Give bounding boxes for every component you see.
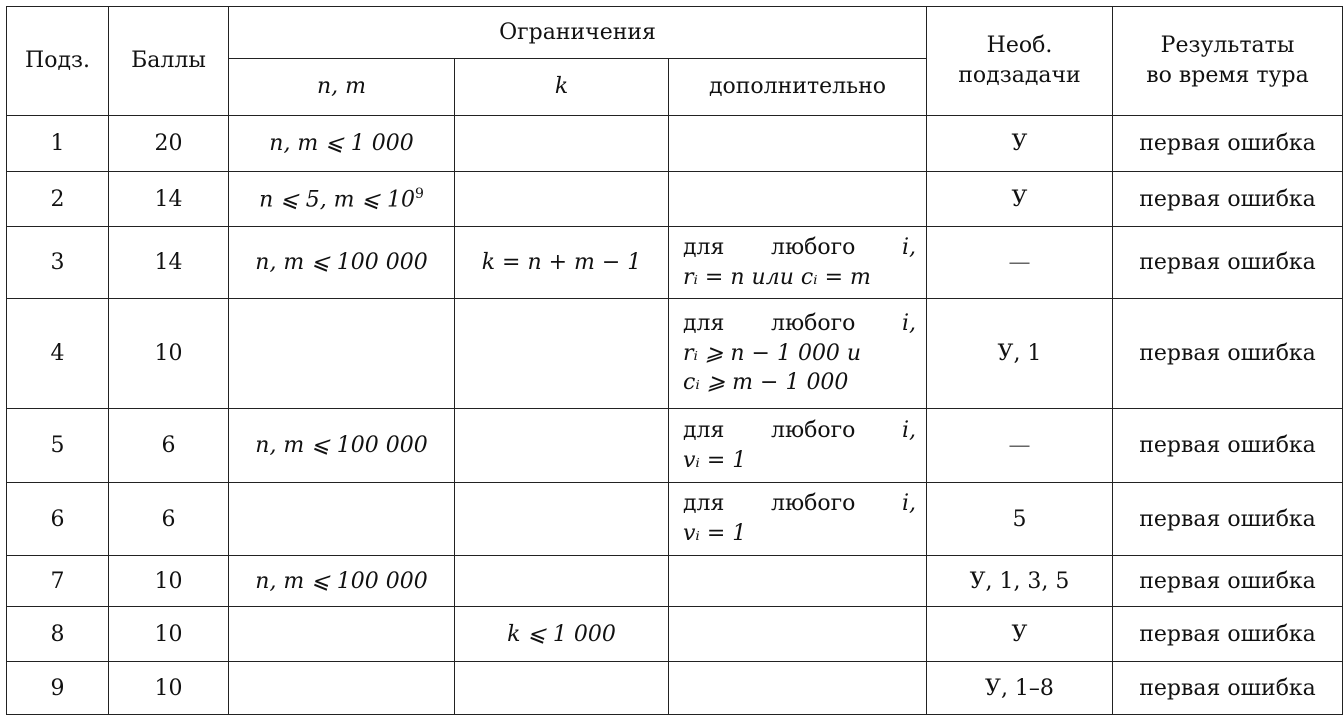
table-row — [7, 607, 1343, 662]
cell-nm — [229, 172, 455, 227]
cell-points: 14 — [109, 227, 229, 299]
table-row — [7, 662, 1343, 715]
cell-required: — — [927, 409, 1113, 483]
cell-required: — — [927, 227, 1113, 299]
cell-results: первая ошибка — [1113, 483, 1343, 556]
extra-line1 — [683, 309, 916, 339]
cell-subtask: 6 — [7, 483, 109, 556]
cell-nm — [229, 299, 455, 409]
extra-word: любого — [770, 417, 856, 443]
extra-word: любого — [770, 310, 856, 336]
cell-results: первая ошибка — [1113, 172, 1343, 227]
cell-subtask: 5 — [7, 409, 109, 483]
cell-nm — [229, 662, 455, 715]
cell-subtask: 9 — [7, 662, 109, 715]
extra-line1 — [683, 233, 916, 263]
header-points: Баллы — [109, 7, 229, 116]
cell-subtask: 7 — [7, 556, 109, 607]
header-subtask: Подз. — [7, 7, 109, 116]
cell-points: 10 — [109, 607, 229, 662]
table-row — [7, 116, 1343, 172]
cell-extra — [669, 662, 927, 715]
extra-word: для — [683, 310, 725, 336]
subtasks-table — [6, 6, 1343, 715]
cell-extra — [669, 299, 927, 409]
cell-nm-exponent: 9 — [414, 185, 424, 202]
cell-subtask: 1 — [7, 116, 109, 172]
cell-extra — [669, 607, 927, 662]
extra-line3: cᵢ ⩾ m − 1 000 — [683, 370, 849, 396]
cell-points: 10 — [109, 556, 229, 607]
cell-k — [455, 299, 669, 409]
cell-results: первая ошибка — [1113, 607, 1343, 662]
cell-extra — [669, 172, 927, 227]
cell-required: У, 1–8 — [927, 662, 1113, 715]
table-row — [7, 409, 1343, 483]
extra-line2: vᵢ = 1 — [683, 447, 747, 473]
table-row — [7, 172, 1343, 227]
cell-required: У, 1, 3, 5 — [927, 556, 1113, 607]
cell-results: первая ошибка — [1113, 556, 1343, 607]
header-required-line1: Необ. — [986, 33, 1053, 59]
cell-points: 20 — [109, 116, 229, 172]
cell-points: 10 — [109, 662, 229, 715]
header-constraints: Ограничения — [229, 7, 927, 59]
cell-k: k = n + m − 1 — [455, 227, 669, 299]
cell-subtask: 8 — [7, 607, 109, 662]
cell-points: 6 — [109, 409, 229, 483]
cell-required: У, 1 — [927, 299, 1113, 409]
cell-results: первая ошибка — [1113, 116, 1343, 172]
extra-word: i, — [901, 491, 916, 517]
extra-line1 — [683, 416, 916, 446]
cell-results: первая ошибка — [1113, 662, 1343, 715]
extra-word: i, — [901, 310, 916, 336]
cell-nm — [229, 483, 455, 556]
cell-required: У — [927, 607, 1113, 662]
cell-k — [455, 409, 669, 483]
header-required — [927, 7, 1113, 116]
cell-required: У — [927, 116, 1113, 172]
extra-word: для — [683, 417, 725, 443]
cell-nm: n, m ⩽ 1 000 — [229, 116, 455, 172]
extra-word: i, — [901, 417, 916, 443]
cell-k — [455, 116, 669, 172]
header-results-line2: во время тура — [1146, 63, 1309, 88]
cell-results: первая ошибка — [1113, 409, 1343, 483]
cell-extra — [669, 556, 927, 607]
cell-nm: n, m ⩽ 100 000 — [229, 409, 455, 483]
header-results — [1113, 7, 1343, 116]
table-row — [7, 556, 1343, 607]
cell-k: k ⩽ 1 000 — [455, 607, 669, 662]
header-constraints-extra: дополнительно — [669, 59, 927, 116]
extra-line1 — [683, 489, 916, 519]
cell-points: 10 — [109, 299, 229, 409]
header-constraints-k: k — [455, 59, 669, 116]
extra-word: любого — [770, 234, 856, 260]
cell-extra — [669, 116, 927, 172]
table-row — [7, 299, 1343, 409]
extra-word: для — [683, 491, 725, 517]
cell-k — [455, 556, 669, 607]
cell-subtask: 2 — [7, 172, 109, 227]
header-required-line2: подзадачи — [958, 63, 1081, 88]
cell-extra — [669, 409, 927, 483]
extra-word: для — [683, 234, 725, 260]
cell-k — [455, 662, 669, 715]
table-row — [7, 483, 1343, 556]
extra-line2: vᵢ = 1 — [683, 521, 747, 546]
cell-extra — [669, 483, 927, 556]
cell-subtask: 3 — [7, 227, 109, 299]
extra-word: i, — [901, 234, 916, 260]
cell-subtask: 4 — [7, 299, 109, 409]
table-row — [7, 227, 1343, 299]
cell-points: 6 — [109, 483, 229, 556]
extra-line2: rᵢ = n или cᵢ = m — [683, 264, 871, 290]
cell-nm — [229, 607, 455, 662]
cell-nm-text: n ⩽ 5, m ⩽ 10 — [259, 187, 415, 213]
cell-required: 5 — [927, 483, 1113, 556]
cell-results: первая ошибка — [1113, 227, 1343, 299]
cell-results: первая ошибка — [1113, 299, 1343, 409]
cell-extra — [669, 227, 927, 299]
cell-required: У — [927, 172, 1113, 227]
cell-points: 14 — [109, 172, 229, 227]
cell-k — [455, 483, 669, 556]
extra-line2: rᵢ ⩾ n − 1 000 и — [683, 340, 862, 366]
cell-nm: n, m ⩽ 100 000 — [229, 227, 455, 299]
extra-word: любого — [770, 491, 856, 517]
cell-k — [455, 172, 669, 227]
header-constraints-nm: n, m — [229, 59, 455, 116]
header-results-line1: Результаты — [1160, 33, 1295, 59]
cell-nm: n, m ⩽ 100 000 — [229, 556, 455, 607]
